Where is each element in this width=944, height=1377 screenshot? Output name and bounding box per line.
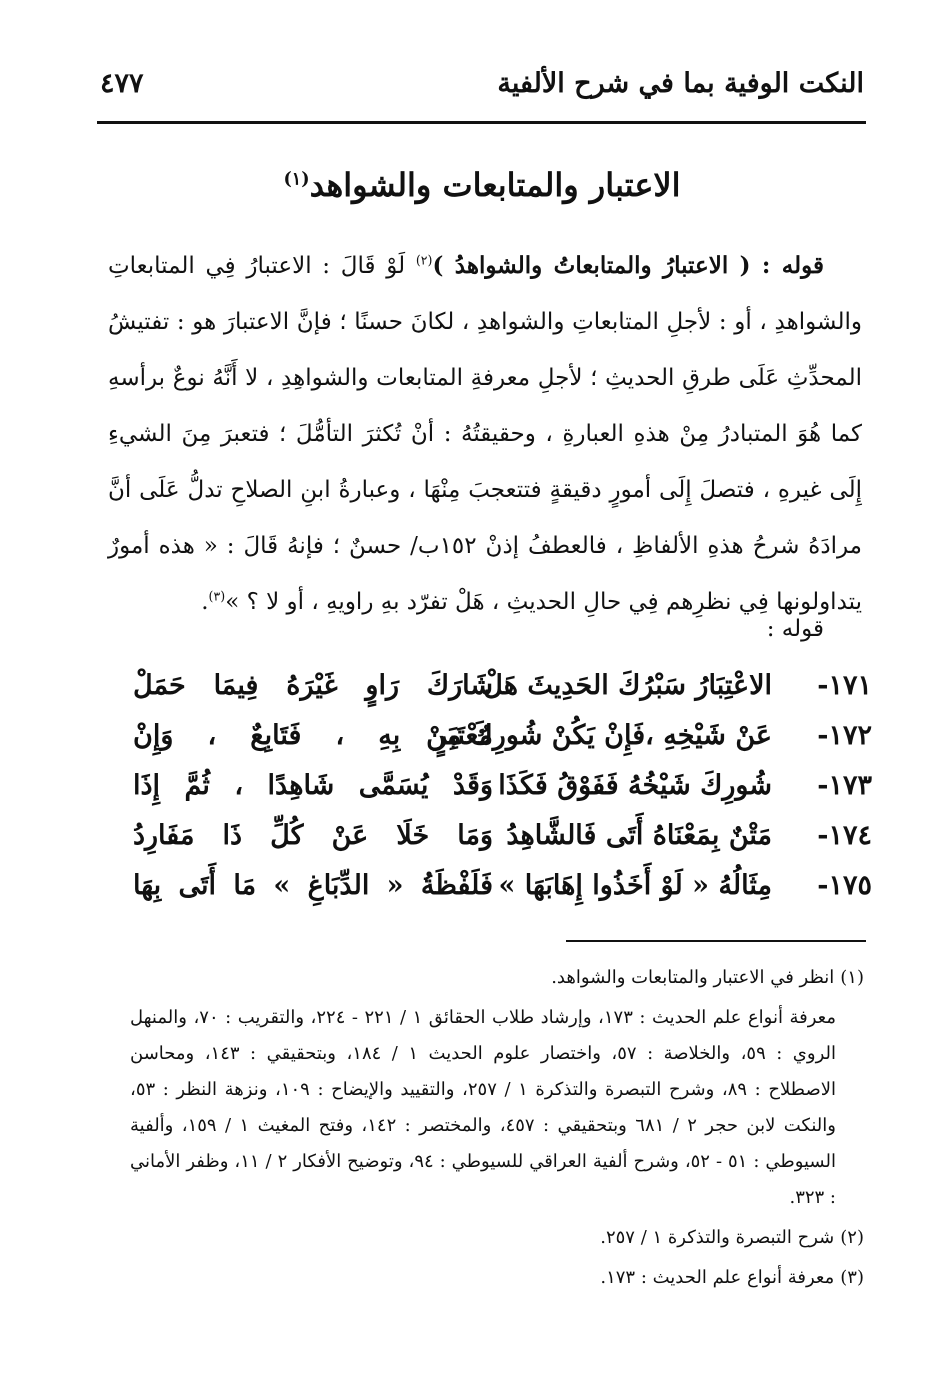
footnote-ref-2: (٢) [415,252,433,268]
commentary-paragraph [108,238,862,630]
verse-174 [133,814,872,864]
poem-intro: قوله : [766,616,824,642]
verse-number: ١٧١- [817,670,872,701]
verse-171 [133,664,872,714]
commentary-text: لَوْ قَالَ : الاعتبارُ فِي المتابعاتِ والشواهدِ ، أو : لأجلِ المتابعاتِ والشواهدِ ، لكانَ حسنًا ؛ فإنَّ الاعتبارَ هو : تفتيشُ المحدِّثِ عَلَى طرقِ الحديثِ ؛ لأجلِ معرفةِ المتابعات والشواهِدِ ، لا أَنَّهُ نوعٌ برأسهِ كما هُوَ المتبادرُ مِنْ هذهِ العبارةِ ، وحقيقتُهُ : أنْ تُكثرَ التأمُّلَ ؛ فتعبرَ مِنَ الشيءِ إِلَى غيرهِ ، فتصلَ إِلَى أمورٍ دقيقةٍ فتتعجبَ مِنْهَا ، وعبارةُ ابنِ الصلاحِ تدلُّ عَلَى أنَّ مرادَهُ شرحُ هذهِ الألفاظِ ، فالعطفُ إذنْ ١٥٢ب/ حسنٌ ؛ فإنهُ قَالَ : « هذه أمورٌ يتداولونها فِي نظرِهم فِي حالِ الحديثِ ، هَلْ تفرّد بهِ راويهِ ، أو لا ؟ » [108,253,862,615]
section-title-text: الاعتبار والمتابعات والشواهد [309,166,681,204]
footnote-rule [566,940,866,942]
header-rule [97,121,866,124]
verse-first-hemistich: عَنْ شَيْخِهِ ،فَإِنْ يَكُنْ شُورِكَ مِنْ [426,720,772,751]
verse-second-hemistich: فَلَفْظَةُ « الدِّبَاغِ » مَا أَتَى بِهَا [133,870,493,901]
footnote-text: معرفة أنواع علم الحديث : ١٧٣، وإرشاد طلاب الحقائق ١ / ٢٢١ - ٢٢٤، والتقريب : ٧٠، والمنهل الروي : ٥٩، والخلاصة : ٥٧، واختصار علوم الحديث ١ / ١٨٤، وبتحقيقي : ١٤٣، ومحاسن الاصطلاح : ٨٩، وشرح التبصرة والتذكرة ١ / ٢٥٧، والتقييد والإيضاح : ١٠٩، ونزهة النظر : ٥٣، والنكت لابن حجر ٢ / ٦٨١ وبتحقيقي : ٤٥٧، والمختصر : ١٤٢، وفتح المغيث ١ / ١٥٩، وألفية السيوطي : ٥١ - ٥٢، وشرح ألفية العراقي للسيوطي : ٩٤، وتوضيح الأفكار ٢ / ١١، وظفر الأماني : ٣٢٣. [130,1007,836,1208]
verse-second-hemistich: وَقَدْ يُسَمَّى شَاهِدًا ، ثُمَّ إِذَا [133,770,493,801]
poem-verses [133,664,872,914]
footnote-ref-1: (١) [283,168,310,190]
verse-first-hemistich: مِثَالُهُ « لَوْ أَخَذُوا إِهَابَهَا » [498,870,772,901]
quoted-lemma: قوله : ( الاعتبارُ والمتابعاتُ والشواهدُ ) [432,252,825,279]
commentary-body [108,238,862,630]
verse-number: ١٧٥- [817,870,872,901]
page-number: ٤٧٧ [100,68,144,99]
verse-number: ١٧٤- [817,820,872,851]
verse-number: ١٧٣- [817,770,872,801]
footnote-1 [130,960,864,996]
verse-175 [133,864,872,914]
section-title [120,166,844,204]
footnote-2 [130,1220,864,1256]
footnotes [130,960,864,1300]
running-header [100,62,864,112]
verse-second-hemistich: مُعْتَبَرٍ بِهِ ، فَتَابِعٌ ، وَإِنْ [133,720,493,751]
verse-second-hemistich: شَارَكَ رَاوٍ غَيْرَهُ فِيمَا حَمَلْ [133,670,493,701]
commentary-end-punct: . [201,589,209,615]
footnote-ref-3: (٣) [208,588,226,604]
footnote-text: شرح التبصرة والتذكرة ١ / ٢٥٧. [600,1227,835,1248]
verse-second-hemistich: وَمَا خَلَا عَنْ كُلِّ ذَا مَفَارِدُ [133,820,493,851]
footnote-mark: (١) [840,967,864,988]
footnote-1-sources [130,1000,836,1216]
running-title: النكت الوفية بما في شرح الألفية [497,68,864,99]
verse-173 [133,764,872,814]
footnote-mark: (٣) [840,1267,864,1288]
verse-first-hemistich: الاعْتِبَارُ سَبْرُكَ الحَدِيثَ هَلْ [483,670,772,701]
verse-172 [133,714,872,764]
verse-first-hemistich: مَتْنٌ بِمَعْنَاهُ أَتَى فَالشَّاهِدُ [506,820,772,851]
footnote-3 [130,1260,864,1296]
footnote-mark: (٢) [840,1227,864,1248]
footnote-text: انظر في الاعتبار والمتابعات والشواهد. [551,967,835,988]
verse-number: ١٧٢- [817,720,872,751]
footnote-text: معرفة أنواع علم الحديث : ١٧٣. [600,1267,835,1288]
verse-first-hemistich: شُورِكَ شَيْخُهُ فَفَوْقُ فَكَذَا [498,770,772,801]
